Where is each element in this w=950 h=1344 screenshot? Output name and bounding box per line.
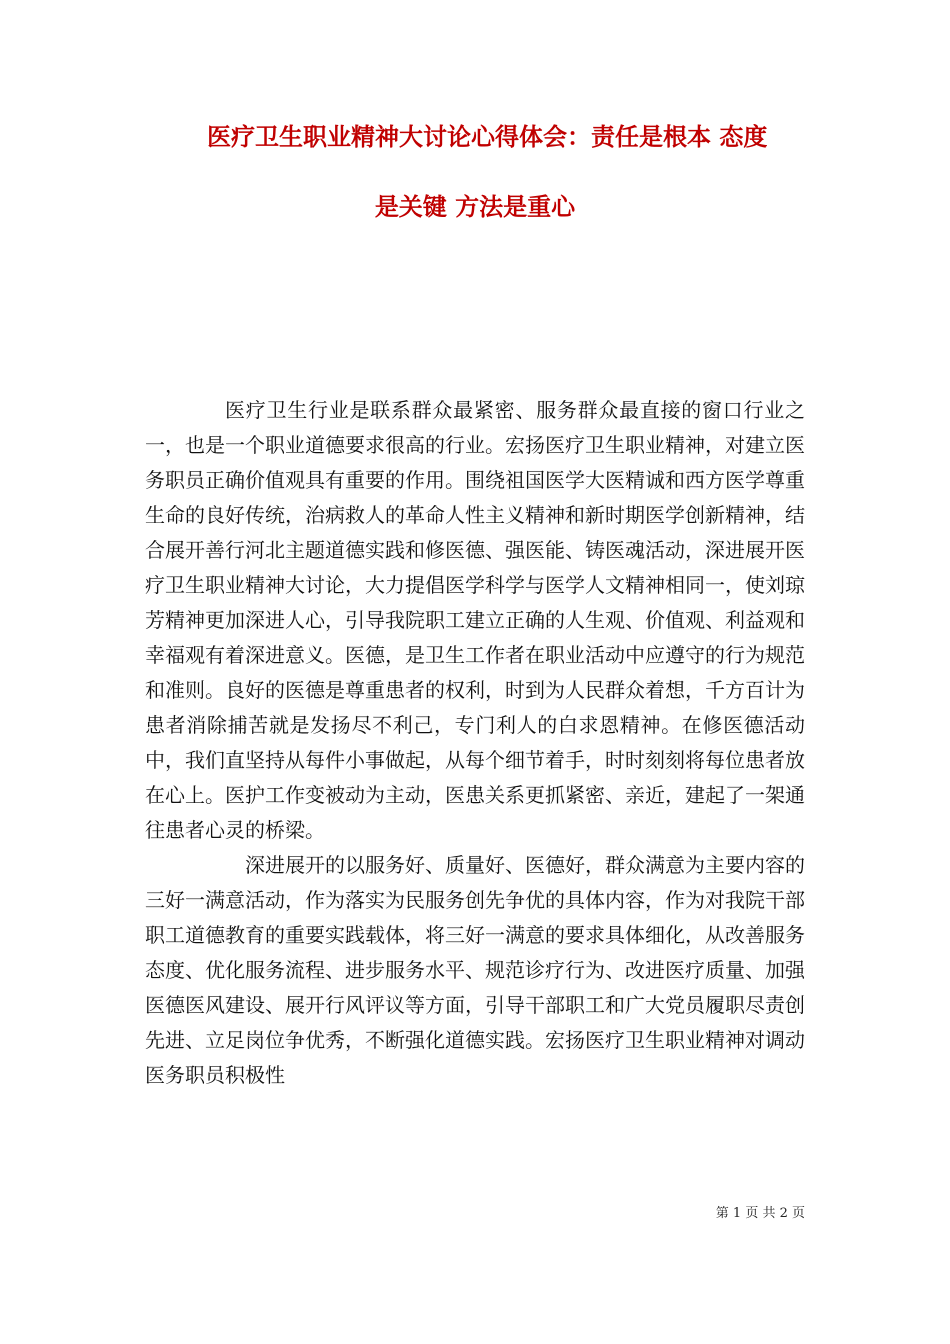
paragraph-2: 深进展开的以服务好、质量好、医德好，群众满意为主要内容的三好一满意活动，作为落实为民服务创先争优的具体内容，作为对我院干部职工道德教育的重要实践载体，将三好一满意的要求具体细化，从改善服务态度、优化服务流程、进步服务水平、规范诊疗行为、改进医疗质量、加强医德医风建设、展开行风评议等方面，引导干部职工和广大党员履职尽责创先进、立足岗位争优秀，不断强化道德实践。宏扬医疗卫生职业精神对调动医务职员积极性 <box>145 853 805 1087</box>
title-line-2: 是关键 方法是重心 <box>374 193 576 221</box>
title-line-1: 医疗卫生职业精神大讨论心得体会：责任是根本 态度 <box>207 123 768 151</box>
page-number: 第 1 页 共 2 页 <box>715 1206 805 1221</box>
paragraph-1: 医疗卫生行业是联系群众最紧密、服务群众最直接的窗口行业之一，也是一个职业道德要求很高的行业。宏扬医疗卫生职业精神，对建立医务职员正确价值观具有重要的作用。围绕祖国医学大医精诚和西方医学尊重生命的良好传统，治病救人的革命人性主义精神和新时期医学创新精神，结合展开善行河北主题道德实践和修医德、强医能、铸医魂活动，深进展开医疗卫生职业精神大讨论，大力提倡医学科学与医学人文精神相同一，使刘琼芳精神更加深进人心，引导我院职工建立正确的人生观、价值观、利益观和幸福观有着深进意义。医德，是卫生工作者在职业活动中应遵守的行为规范和准则。良好的医德是尊重患者的权利，时到为人民群众着想，千方百计为患者消除捕苦就是发扬尽不利己，专门利人的白求恩精神。在修医德活动中，我们直坚持从每件小事做起，从每个细节着手，时时刻刻将每位患者放在心上。医护工作变被动为主动，医患关系更抓紧密、亲近，建起了一架通往患者心灵的桥梁。 <box>145 398 805 842</box>
document-body <box>145 393 805 1093</box>
document-title <box>145 120 805 224</box>
